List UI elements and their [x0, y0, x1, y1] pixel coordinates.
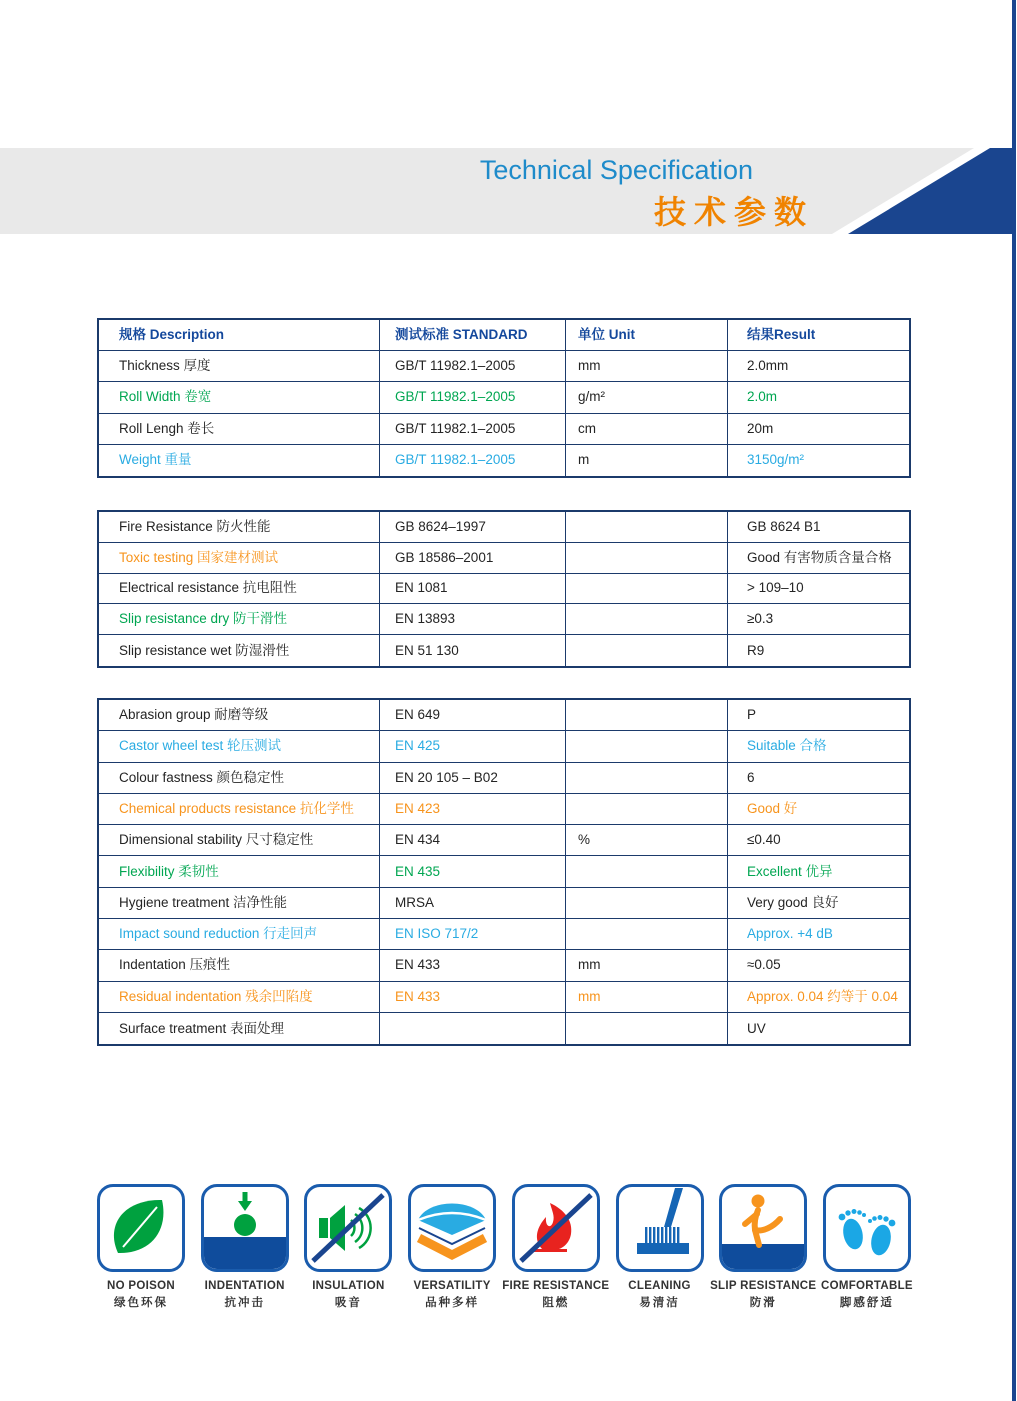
- table-cell: EN 423: [380, 794, 566, 825]
- table-cell: [566, 794, 728, 825]
- icon-label-zh: 脚感舒适: [839, 1297, 894, 1309]
- feature-icons-row: [97, 1184, 911, 1310]
- table-cell: GB/T 11982.1–2005: [380, 351, 566, 382]
- icon-label-zh: 防滑: [749, 1297, 777, 1309]
- cleaning-broom-icon: [616, 1184, 704, 1272]
- icon-label-en: COMFORTABLE: [820, 1280, 913, 1292]
- page-title-en: Technical Specification: [479, 155, 753, 185]
- table-cell: 3150g/m²: [747, 452, 805, 468]
- table-header-cell: 规格 Description: [99, 320, 380, 351]
- feature-indentation: [201, 1184, 289, 1310]
- table-cell: [566, 856, 728, 887]
- table-cell: [566, 512, 728, 543]
- table-cell: Hygiene treatment 洁净性能: [99, 888, 380, 919]
- table-cell: [566, 700, 728, 731]
- table-cell: mm: [566, 982, 728, 1013]
- table-cell: 20m: [728, 414, 909, 445]
- table-cell: [380, 1013, 566, 1044]
- icon-label-zh: 品种多样: [425, 1297, 480, 1309]
- feature-comfortable: [820, 1184, 913, 1310]
- table-cell: P: [728, 700, 909, 731]
- table-cell: Indentation 压痕性: [99, 950, 380, 981]
- icon-label-zh: 抗冲击: [224, 1297, 265, 1309]
- table-cell: [566, 763, 728, 794]
- versatility-layers-icon: [408, 1184, 496, 1272]
- comfortable-footprints-icon: [823, 1184, 911, 1272]
- table-cell: Thickness 厚度: [99, 351, 380, 382]
- table-cell: [566, 635, 728, 666]
- table-cell: Impact sound reduction 行走回声: [99, 919, 380, 950]
- table-cell: GB 8624 B1: [728, 512, 909, 543]
- table-cell: Good 有害物质含量合格: [728, 543, 909, 574]
- table-cell: Suitable 合格: [728, 731, 909, 762]
- page-title-zh: 技术参数: [653, 194, 814, 230]
- table-cell: %: [566, 825, 728, 856]
- table-cell: Castor wheel test 轮压测试: [99, 731, 380, 762]
- table-cell: [566, 543, 728, 574]
- table-cell: Approx. +4 dB: [728, 919, 909, 950]
- table-cell: [566, 604, 728, 635]
- no-poison-leaf-icon: [97, 1184, 185, 1272]
- table-cell: 2.0m: [728, 382, 909, 413]
- table-cell: Very good 良好: [728, 888, 909, 919]
- table-header-cell: 结果Result: [728, 320, 909, 351]
- indentation-ball-icon: [201, 1184, 289, 1272]
- table-cell: ≤0.40: [728, 825, 909, 856]
- feature-cleaning: [616, 1184, 704, 1310]
- table-cell: Slip resistance wet 防湿滑性: [99, 635, 380, 666]
- table-cell: 2.0mm: [728, 351, 909, 382]
- table-cell: GB 8624–1997: [380, 512, 566, 543]
- fire-resistance-flame-icon: [512, 1184, 600, 1272]
- table-cell: g/m²: [566, 382, 728, 413]
- table-cell: Dimensional stability 尺寸稳定性: [99, 825, 380, 856]
- table-cell: Surface treatment 表面处理: [99, 1013, 380, 1044]
- spec-table-performance: [97, 698, 911, 1046]
- icon-label-en: INSULATION: [312, 1280, 385, 1292]
- table-cell: UV: [747, 1020, 766, 1036]
- table-cell: [566, 1013, 728, 1044]
- icon-label-en: FIRE RESISTANCE: [502, 1280, 610, 1292]
- table-cell: EN 433: [380, 950, 566, 981]
- table-cell: EN 425: [380, 731, 566, 762]
- table-cell: Residual indentation 残余凹陷度: [99, 982, 380, 1013]
- table-cell: [566, 574, 728, 605]
- table-cell: Weight 重量: [99, 445, 380, 476]
- page-edge-accent-line: [1012, 0, 1016, 1401]
- feature-slip-resistance: [710, 1184, 817, 1310]
- table-cell: R9: [747, 642, 765, 658]
- icon-label-en: VERSATILITY: [413, 1280, 491, 1292]
- feature-no-poison: [97, 1184, 185, 1310]
- icon-label-zh: 绿色环保: [114, 1297, 168, 1309]
- table-cell: mm: [566, 950, 728, 981]
- slip-resistance-figure-icon: [719, 1184, 807, 1272]
- table-cell: EN 435: [380, 856, 566, 887]
- table-cell: EN 1081: [380, 574, 566, 605]
- table-cell: Flexibility 柔韧性: [99, 856, 380, 887]
- table-header-cell: 单位 Unit: [566, 320, 728, 351]
- table-cell: Roll Lengh 卷长: [99, 414, 380, 445]
- table-cell: EN 51 130: [380, 635, 566, 666]
- table-cell: Fire Resistance 防火性能: [99, 512, 380, 543]
- table-cell: [566, 919, 728, 950]
- feature-fire-resistance: [502, 1184, 610, 1310]
- table-cell: mm: [566, 351, 728, 382]
- icon-label-en: CLEANING: [628, 1280, 691, 1292]
- table-cell: EN 433: [380, 982, 566, 1013]
- table-cell: EN 434: [380, 825, 566, 856]
- table-cell: [566, 731, 728, 762]
- table-cell: Roll Width 卷宽: [99, 382, 380, 413]
- table-cell: cm: [566, 414, 728, 445]
- spec-table-dimensions: [97, 318, 911, 478]
- table-cell: [566, 888, 728, 919]
- feature-versatility: [408, 1184, 496, 1310]
- table-cell: GB 18586–2001: [380, 543, 566, 574]
- table-cell: Slip resistance dry 防干滑性: [99, 604, 380, 635]
- icon-label-zh: 易清洁: [639, 1297, 680, 1309]
- spec-table-safety: [97, 510, 911, 668]
- icon-label-en: NO POISON: [107, 1280, 175, 1292]
- header-band: [0, 148, 1012, 234]
- table-cell: ≥0.3: [728, 604, 909, 635]
- table-cell: EN 13893: [380, 604, 566, 635]
- table-cell: Abrasion group 耐磨等级: [99, 700, 380, 731]
- table-header-cell: 测试标准 STANDARD: [380, 320, 566, 351]
- table-cell: Approx. 0.04 约等于 0.04: [728, 982, 909, 1013]
- table-cell: Chemical products resistance 抗化学性: [99, 794, 380, 825]
- table-cell: MRSA: [380, 888, 566, 919]
- table-cell: m: [566, 445, 728, 476]
- table-cell: GB/T 11982.1–2005: [380, 445, 566, 476]
- icon-label-en: INDENTATION: [204, 1280, 285, 1292]
- table-cell: ≈0.05: [728, 950, 909, 981]
- table-cell: GB/T 11982.1–2005: [380, 414, 566, 445]
- table-cell: Excellent 优异: [728, 856, 909, 887]
- table-cell: > 109–10: [728, 574, 909, 605]
- table-cell: EN ISO 717/2: [380, 919, 566, 950]
- table-cell: Good 好: [728, 794, 909, 825]
- feature-insulation: [304, 1184, 392, 1310]
- table-cell: 6: [728, 763, 909, 794]
- icon-label-zh: 阻燃: [542, 1297, 570, 1309]
- insulation-speaker-icon: [304, 1184, 392, 1272]
- table-cell: Electrical resistance 抗电阻性: [99, 574, 380, 605]
- table-cell: EN 20 105 – B02: [380, 763, 566, 794]
- table-cell: Toxic testing 国家建材测试: [99, 543, 380, 574]
- table-cell: GB/T 11982.1–2005: [380, 382, 566, 413]
- table-cell: EN 649: [380, 700, 566, 731]
- icon-label-zh: 吸音: [334, 1297, 362, 1309]
- table-cell: Colour fastness 颜色稳定性: [99, 763, 380, 794]
- icon-label-en: SLIP RESISTANCE: [710, 1280, 817, 1292]
